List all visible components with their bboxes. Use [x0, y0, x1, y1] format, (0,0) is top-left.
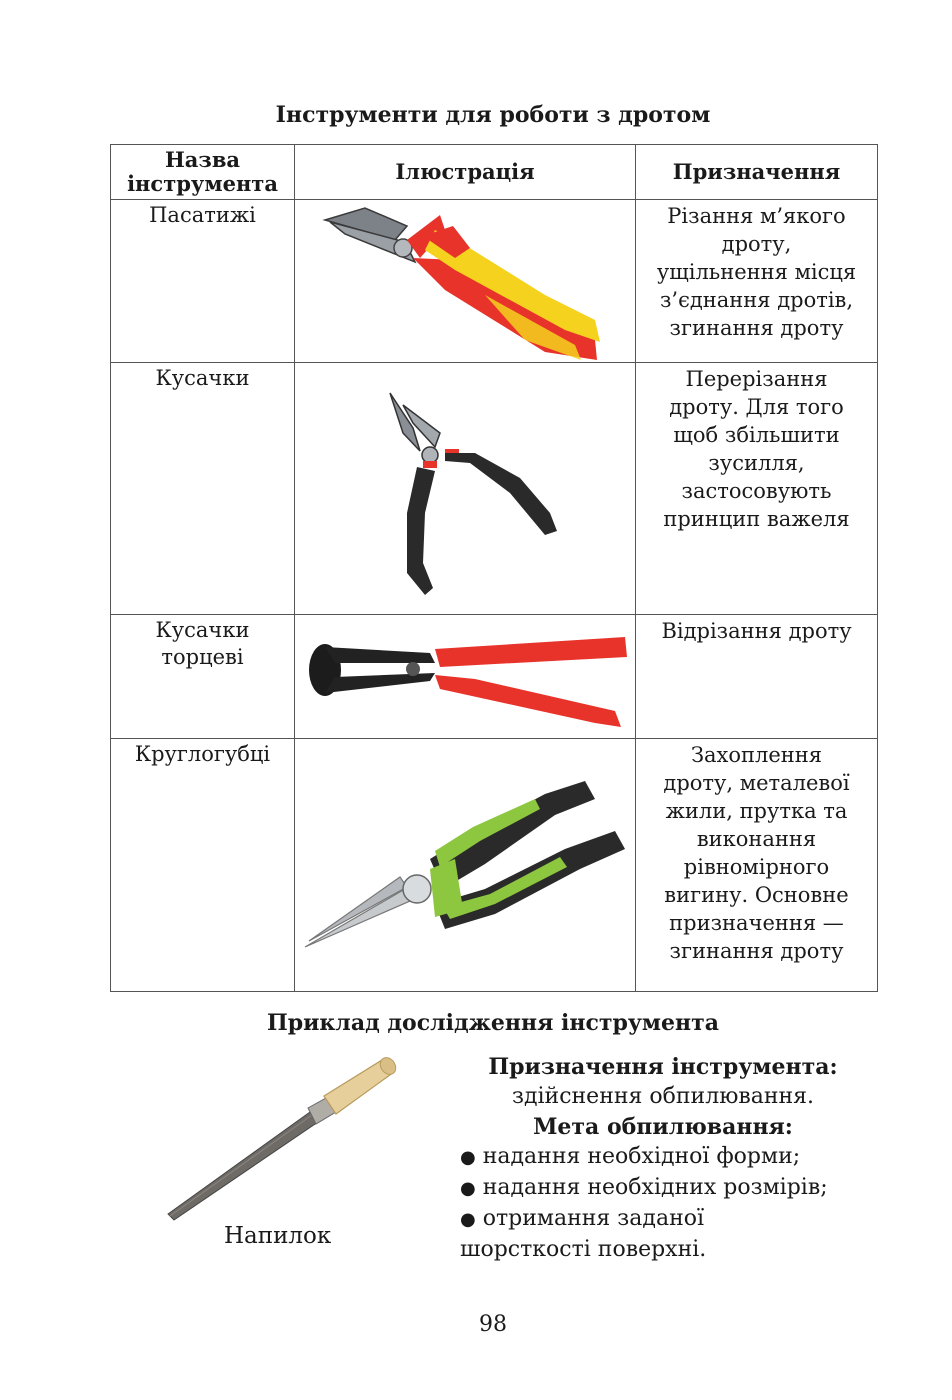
purpose-cell [636, 739, 878, 992]
illustration-cell [295, 615, 636, 739]
tool-name-cell [111, 200, 295, 363]
purpose-line: дроту, [721, 232, 792, 256]
bullet-icon: ● [460, 1147, 476, 1168]
purpose-line: вигину. Основне [664, 883, 849, 907]
page-number: 98 [479, 1312, 507, 1337]
purpose-line: згинання дроту [669, 939, 844, 963]
purpose-line: з’єднання дротів, [659, 288, 854, 312]
header-illustration: Ілюстрація [295, 145, 636, 200]
purpose-line: рівномірного [683, 855, 830, 879]
purpose-line: згинання дроту [669, 316, 844, 340]
header-name [111, 145, 295, 200]
list-item [460, 1173, 880, 1204]
purpose-line: жили, прутка та [665, 799, 848, 823]
purpose-line: щоб збільшити [673, 423, 840, 447]
table-header-row [111, 145, 878, 200]
purpose-line: Різання м’якого [667, 204, 846, 228]
purpose-line: принцип важеля [663, 507, 850, 531]
bullet-icon: ● [460, 1209, 476, 1230]
goal-text: надання необхідної форми; [482, 1144, 801, 1169]
illustration-cell [295, 200, 636, 363]
illustration-cell [295, 739, 636, 992]
header-name-line2: інструмента [127, 171, 278, 196]
table-row [111, 739, 878, 992]
bullet-icon: ● [460, 1178, 476, 1199]
purpose-line: зусилля, [708, 451, 805, 475]
tool-name-cell [111, 615, 295, 739]
purpose-text: здійснення обпилювання. [511, 1084, 815, 1109]
table-row [111, 615, 878, 739]
purpose-line: Захоплення [690, 743, 823, 767]
tool-name-cell [111, 363, 295, 615]
header-purpose: Призначення [636, 145, 878, 200]
purpose-line: дроту. Для того [669, 395, 844, 419]
table-title: Інструменти для роботи з дротом [275, 102, 711, 128]
goal-continuation: шорсткості поверхні. [460, 1237, 707, 1262]
tools-table [110, 144, 878, 992]
file-tool-icon [160, 1052, 400, 1222]
header-name-line1: Назва [164, 147, 241, 172]
list-item [460, 1142, 880, 1173]
list-item [460, 1204, 880, 1235]
goal-header: Мета обпилювання: [533, 1114, 793, 1140]
purpose-line: Відрізання дроту [661, 619, 852, 643]
purpose-cell [636, 363, 878, 615]
purpose-cell [636, 200, 878, 363]
tool-name: Пасатижі [149, 203, 256, 227]
tool-name: торцеві [161, 645, 244, 669]
purpose-line: дроту, металевої [663, 771, 850, 795]
purpose-line: Перерізання [685, 367, 828, 391]
tool-name: Кусачки [155, 366, 250, 390]
example-description [460, 1052, 880, 1265]
diagonal-cutters-icon [295, 363, 636, 612]
tool-name: Круглогубці [134, 742, 271, 766]
end-cutters-icon [295, 615, 636, 736]
purpose-line: призначення — [669, 911, 844, 935]
goal-text: отримання заданої [482, 1206, 705, 1231]
tool-name-cell [111, 739, 295, 992]
purpose-line: застосовують [681, 479, 832, 503]
tool-name: Кусачки [155, 618, 250, 642]
purpose-line: виконання [696, 827, 817, 851]
file-caption: Напилок [224, 1223, 332, 1249]
round-nose-pliers-icon [295, 739, 636, 989]
table-row [111, 363, 878, 615]
table-row [111, 200, 878, 363]
purpose-cell [636, 615, 878, 739]
illustration-cell [295, 363, 636, 615]
combination-pliers-icon [295, 200, 636, 360]
goal-text: надання необхідних розмірів; [482, 1175, 828, 1200]
purpose-header: Призначення інструмента: [488, 1054, 838, 1080]
purpose-line: ущільнення місця [656, 260, 857, 284]
example-title: Приклад дослідження інструмента [266, 1010, 720, 1036]
